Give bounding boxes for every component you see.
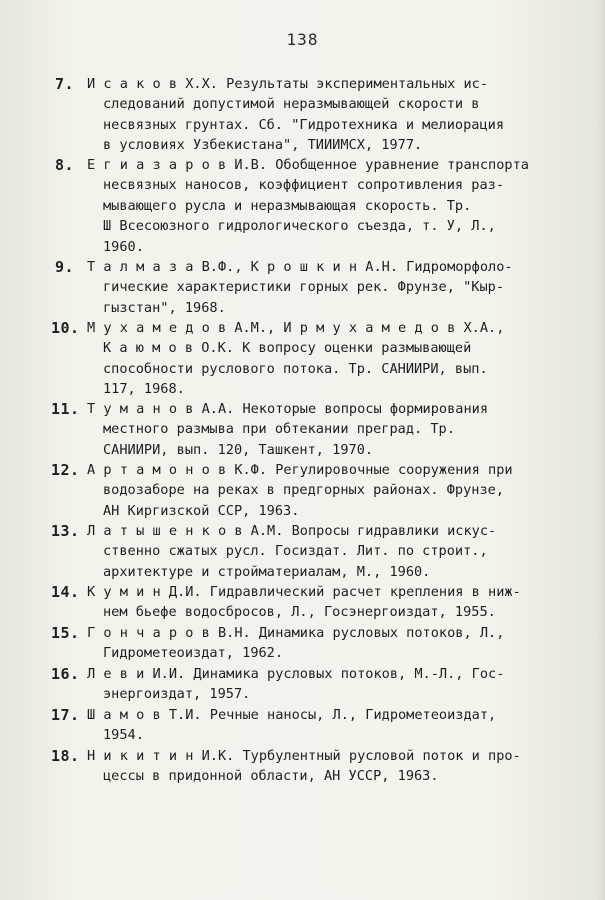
reference-line: способности руслового потока. Тр. САНИИРИ, вып.	[103, 360, 488, 377]
reference-line: И с а к о в Х.Х. Результаты экспериментальных ис-	[87, 76, 489, 92]
reference-line: гызстан", 1968.	[103, 299, 226, 316]
reference-item	[55, 74, 575, 155]
reference-line: 1960.	[103, 238, 144, 255]
reference-number: 16.	[51, 665, 80, 683]
reference-item	[55, 257, 575, 318]
reference-line: Л а т ы ш е н к о в А.М. Вопросы гидравлики искус-	[87, 523, 497, 539]
reference-item	[51, 623, 575, 664]
reference-line: Гидрометеоиздат, 1962.	[103, 645, 284, 662]
reference-line: ственно сжатых русл. Госиздат. Лит. по строит.,	[103, 543, 488, 560]
reference-line: гические характеристики горных рек. Фрунзе, "Кыр-	[103, 279, 505, 296]
reference-line: несвязных грунтах. Сб. "Гидротехника и мелиорация	[103, 116, 505, 133]
reference-line: Е г и а з а р о в И.В. Обобщенное уравнение транспорта	[87, 157, 529, 173]
reference-line: Г о н ч а р о в В.Н. Динамика русловых потоков, Л.,	[87, 625, 505, 641]
reference-line: цессы в придонной области, АН УССР, 1963.	[103, 768, 439, 785]
reference-line: К у м и н Д.И. Гидравлический расчет крепления в ниж-	[87, 584, 521, 600]
reference-item	[51, 399, 575, 460]
reference-list	[51, 74, 575, 787]
reference-line: М у х а м е д о в А.М., И р м у х а м е д о в Х.А.,	[87, 320, 505, 336]
reference-line: в условиях Узбекистана", ТИИИМСХ, 1977.	[103, 137, 423, 154]
reference-line: А р т а м о н о в К.Ф. Регулировочные сооружения при	[87, 462, 513, 478]
reference-line: архитектуре и стройматериалам, М., 1960.	[103, 563, 431, 580]
page-edge-shadow	[597, 0, 605, 900]
reference-item	[51, 521, 575, 582]
reference-number: 8.	[55, 156, 75, 174]
reference-number: 18.	[51, 747, 80, 765]
reference-number: 14.	[51, 583, 80, 601]
reference-number: 15.	[51, 624, 80, 642]
reference-line: К а ю м о в О.К. К вопросу оценки размывающей	[103, 340, 472, 357]
reference-line: 117, 1968.	[103, 381, 185, 398]
reference-number: 11.	[51, 400, 80, 418]
reference-line: нем бьефе водосбросов, Л., Госэнергоиздат, 1955.	[103, 604, 496, 621]
reference-number: 9.	[55, 258, 75, 276]
reference-line: водозаборе на реках в предгорных районах. Фрунзе,	[103, 482, 505, 499]
reference-line: 1954.	[103, 727, 144, 744]
reference-line: мывающего русла и неразмывающая скорость. Тр.	[103, 197, 472, 214]
reference-number: 17.	[51, 706, 80, 724]
reference-line: АН Киргизской ССР, 1963.	[103, 502, 300, 519]
reference-number: 12.	[51, 461, 80, 479]
reference-line: следований допустимой неразмывающей скорости в	[103, 96, 480, 113]
reference-line: местного размыва при обтекании преград. Тр.	[103, 421, 455, 438]
reference-line: Т а л м а з а В.Ф., К р о ш к и н А.Н. Гидроморфоло-	[87, 259, 513, 275]
reference-number: 10.	[51, 319, 80, 337]
reference-item	[51, 582, 575, 623]
reference-item	[51, 664, 575, 705]
reference-line: Ш а м о в Т.И. Речные наносы, Л., Гидрометеоиздат,	[87, 707, 497, 723]
reference-item	[51, 460, 575, 521]
reference-item	[51, 318, 575, 399]
reference-item	[51, 705, 575, 746]
reference-item	[51, 746, 575, 787]
reference-line: САНИИРИ, вып. 120, Ташкент, 1970.	[103, 441, 374, 458]
reference-item	[55, 155, 575, 257]
reference-number: 13.	[51, 522, 80, 540]
reference-line: энергоиздат, 1957.	[103, 686, 251, 703]
reference-line: Н и к и т и н И.К. Турбулентный русловой поток и про-	[87, 748, 521, 764]
page-number: 138	[286, 30, 319, 49]
reference-line: несвязных наносов, коэффициент сопротивления раз-	[103, 177, 505, 194]
reference-line: Т у м а н о в А.А. Некоторые вопросы формирования	[87, 401, 489, 417]
reference-line: Ш Всесоюзного гидрологического съезда, т. У, Л.,	[103, 218, 496, 235]
reference-number: 7.	[55, 75, 75, 93]
reference-line: Л е в и И.И. Динамика русловых потоков, М.-Л., Гос-	[87, 666, 505, 682]
